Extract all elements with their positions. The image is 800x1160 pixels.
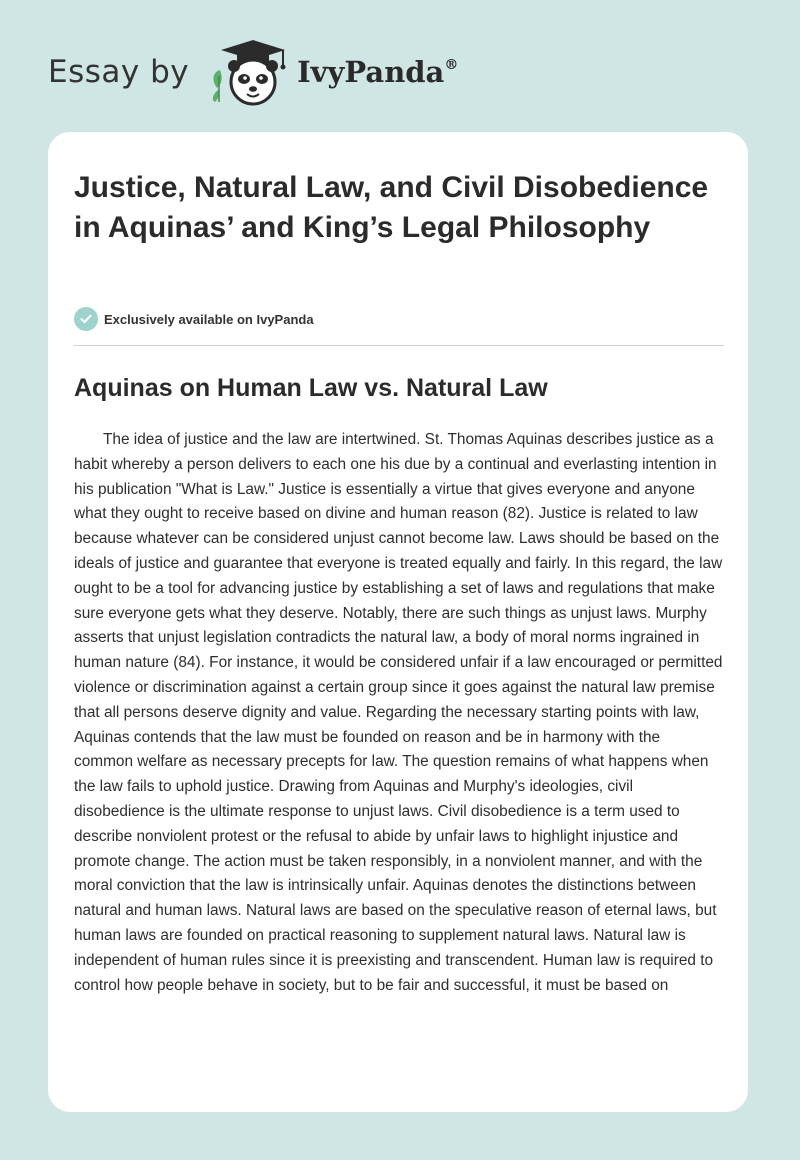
check-icon xyxy=(74,307,98,331)
exclusive-badge xyxy=(74,307,314,331)
site-header xyxy=(48,36,458,108)
essay-paragraph: The idea of justice and the law are intertwined. St. Thomas Aquinas describes justice as a habit whereby a person delivers to each one his due by a continual and everlasting intention in his publication "What is Law." Justice is essentially a virtue that gives everyone and anyone what they ought to receive based on divine and human reason (82). Justice is related to law because whatever can be considered unjust cannot become law. Laws should be based on the ideals of justice and guarantee that everyone is treated equally and fairly. In this regard, the law ought to be a tool for advancing justice by establishing a set of laws and regulations that make sure everyone gets what they deserve. Notably, there are such things as unjust laws. Murphy asserts that unjust legislation contradicts the natural law, a body of moral norms ingrained in human nature (84). For instance, it would be considered unfair if a law encouraged or permitted violence or discrimination against a certain group since it goes against the natural law premise that all persons deserve dignity and value. Regarding the necessary starting points with law, Aquinas contends that the law must be founded on reason and be in harmony with the common welfare as necessary precepts for law. The question remains of what happens when the law fails to uphold justice. Drawing from Aquinas and Murphy's ideologies, civil disobedience is the ultimate response to unjust laws. Civil disobedience is a term used to describe nonviolent protest or the refusal to abide by unfair laws to highlight injustice and promote change. The action must be taken responsibly, in a nonviolent manner, and with the moral conviction that the law is intrinsically unfair. Aquinas denotes the distinctions between natural and human laws. Natural laws are based on the speculative reason of eternal laws, but human laws are founded on practical reasoning to supplement natural laws. Natural law is independent of human rules since it is preexisting and transcendent. Human law is required to control how people behave in society, but to be fair and successful, it must be based on xyxy=(74,431,723,994)
brand-name[interactable] xyxy=(297,55,458,89)
badge-label: Exclusively available on IvyPanda xyxy=(104,311,314,327)
essay-title: Justice, Natural Law, and Civil Disobedience in Aquinas’ and King’s Legal Philosophy xyxy=(74,171,709,244)
essay-by-label: Essay by xyxy=(48,54,190,90)
panda-logo-icon[interactable] xyxy=(203,36,295,108)
brand-text: IvyPanda xyxy=(297,55,445,89)
section-heading: Aquinas on Human Law vs. Natural Law xyxy=(74,374,548,402)
essay-card xyxy=(48,132,748,1112)
registered-mark: ® xyxy=(444,57,459,73)
divider xyxy=(74,345,724,346)
leaf-icon xyxy=(213,70,222,102)
